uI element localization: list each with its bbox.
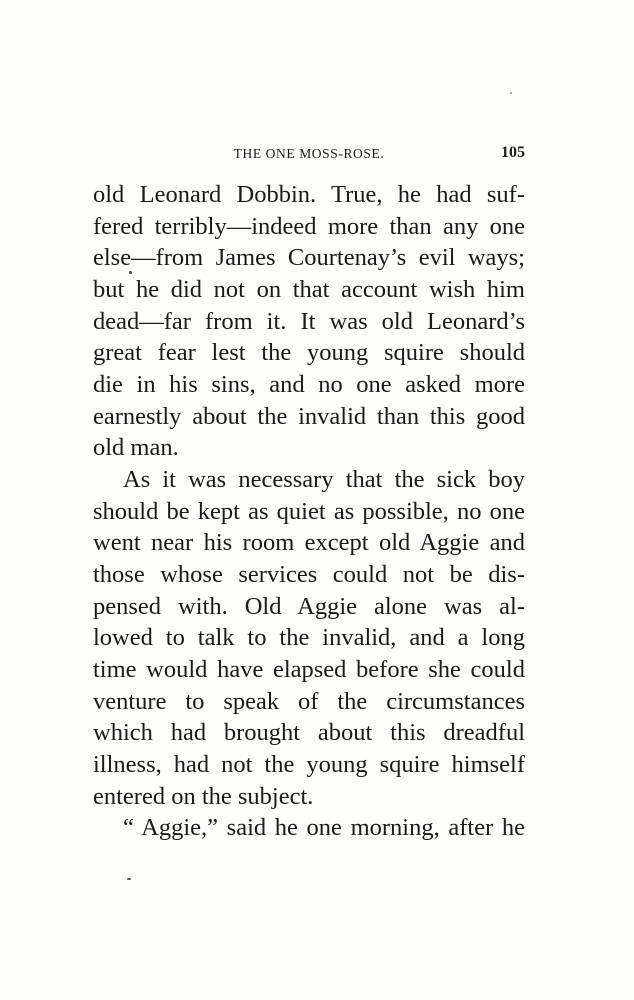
text-line: venture to speak of the circumstances xyxy=(93,688,525,715)
text-line: dead—far from it. It was old Leonard’s xyxy=(93,308,525,335)
text-line: time would have elapsed before she could xyxy=(93,656,525,683)
text-line: which had brought about this dreadful xyxy=(93,719,525,746)
running-head xyxy=(93,144,525,166)
text-line: lowed to talk to the invalid, and a long xyxy=(93,624,525,651)
text-line: entered on the subject. xyxy=(93,783,314,810)
text-line: old Leonard Dobbin. True, he had suf- xyxy=(93,181,525,208)
text-line: “ Aggie,” said he one morning, after he xyxy=(123,814,525,841)
text-line: pensed with. Old Aggie alone was al- xyxy=(93,593,525,620)
text-line: but he did not on that account wish him xyxy=(93,276,525,303)
text-line: fered terribly—indeed more than any one xyxy=(93,213,525,240)
text-line: earnestly about the invalid than this good xyxy=(93,403,525,430)
text-line: went near his room except old Aggie and xyxy=(93,529,525,556)
page-number: 105 xyxy=(501,144,525,161)
text-line: As it was necessary that the sick boy xyxy=(123,466,525,493)
text-line: great fear lest the young squire should xyxy=(93,339,525,366)
text-line: illness, had not the young squire himself xyxy=(93,751,525,778)
running-title: THE ONE MOSS-ROSE. xyxy=(233,146,385,161)
paper-speck xyxy=(129,271,132,274)
text-line: should be kept as quiet as possible, no one xyxy=(93,498,525,525)
text-line: those whose services could not be dis- xyxy=(93,561,525,588)
text-line: die in his sins, and no one asked more xyxy=(93,371,525,398)
paper-speck xyxy=(510,92,512,94)
text-line: else—from James Courtenay’s evil ways; xyxy=(93,244,525,271)
paper-speck xyxy=(127,878,131,880)
text-line: old man. xyxy=(93,434,179,461)
